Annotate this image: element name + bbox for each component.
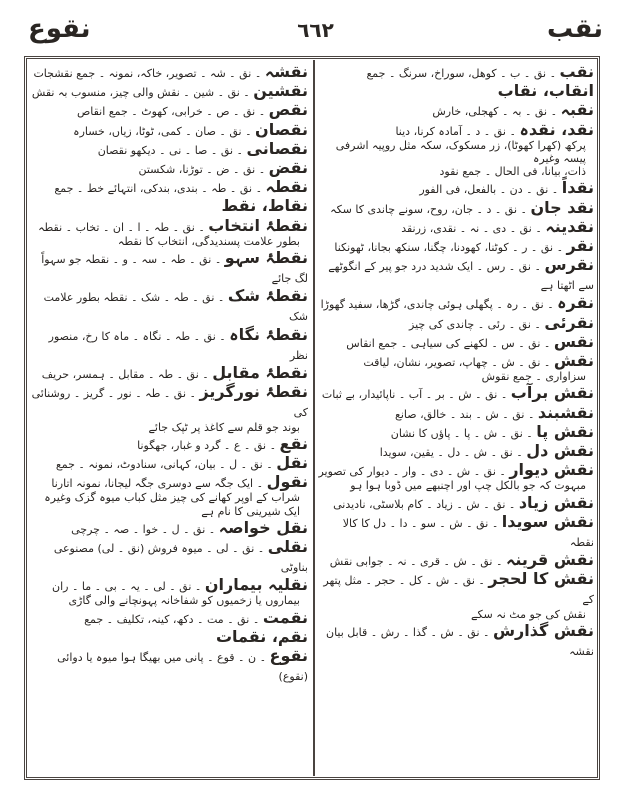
left-column <box>30 62 308 774</box>
entry-headword: نقرئی <box>544 312 594 332</box>
entry-definition: شراب کے اوپر کھانے کی چیز مثل کباب میوہ گزک وغیرہ <box>44 491 300 505</box>
entry-definition: بطور علامت پسندیدگی، انتخاب کا نقطہ <box>117 234 300 248</box>
entry-definition: بوند جو قلم سے کاغذ پر ٹپک جائے <box>148 420 300 434</box>
entry-headword: نقش برآب <box>510 383 594 403</box>
dictionary-entry <box>30 325 308 363</box>
dictionary-entry <box>30 472 308 491</box>
entry-definition: ۔ نق ۔ طہ ۔ نور ۔ گریز ۔ روشنائی کی <box>31 387 308 420</box>
entry-definition: ۔ نق ۔ رہ ۔ پگھلی ہوئی چاندی، گڑھا، سفید گھوڑا <box>320 298 558 312</box>
entry-headword: نقش سویدا <box>501 511 594 531</box>
entry-headword: نقش <box>553 351 594 370</box>
dictionary-entry <box>30 81 308 100</box>
dictionary-entry <box>30 421 308 434</box>
dictionary-entry <box>318 198 594 217</box>
entry-headword: نقش کا لحجر <box>488 569 594 589</box>
entry-definition: ۔ نق ۔ ش ۔ پا ۔ پاؤں کا نشان <box>390 426 537 440</box>
entry-definition: ۔ نق ۔ دن ۔ بالفعل، فی الفور <box>419 183 562 197</box>
dictionary-entry <box>318 255 594 293</box>
running-head <box>28 12 603 52</box>
dictionary-entry <box>318 313 594 332</box>
dictionary-entry <box>318 608 594 621</box>
entry-definition: ۔ نق ۔ طہ ۔ سہ ۔ و ۔ نقطہ جو سہواً لگ جائے <box>41 252 308 286</box>
entry-headword: نقب <box>559 62 594 81</box>
dictionary-entry <box>318 351 594 370</box>
dictionary-entry <box>30 646 308 684</box>
entry-definition: ۔ ایک جگہ سے دوسری جگہ لیجانا، نمونہ اتارنا <box>51 477 267 491</box>
entry-definition: ۔ نق ۔ ش ۔ کل ۔ حجر ۔ مثل پتھر کے <box>323 574 594 607</box>
entry-headword: نقطۂ انتخاب <box>208 215 308 235</box>
dictionary-entry <box>318 236 594 255</box>
dictionary-entry <box>30 196 308 215</box>
entry-definition: ۔ نق ۔ د ۔ جان، روح، سونے چاندی کا سکہ <box>330 202 531 216</box>
dictionary-entry <box>30 608 308 627</box>
dictionary-entry <box>30 434 308 453</box>
entry-definition: ۔ نق ۔ د ۔ آمادہ کرنا، دینا <box>395 124 520 138</box>
entry-headword: نقطۂ مقابل <box>212 363 308 382</box>
dictionary-entry <box>318 422 594 441</box>
entry-definition: ۔ نق ۔ ش ۔ دل ۔ یقین، سویدا <box>379 445 527 459</box>
dictionary-entry <box>30 505 308 518</box>
dictionary-entry <box>318 550 594 569</box>
entry-headword: نقل <box>276 452 308 472</box>
dictionary-entry <box>318 100 594 119</box>
dictionary-entry <box>318 493 594 512</box>
entry-definition: ۔ نق ۔ شہ ۔ تصویر، خاکہ، نمونہ ۔ جمع نقشجات <box>33 67 265 80</box>
dictionary-entry <box>30 286 308 324</box>
dictionary-entry <box>318 62 594 81</box>
dictionary-entry <box>318 332 594 351</box>
dictionary-entry <box>318 569 594 607</box>
column-divider <box>313 60 315 776</box>
entry-headword: نقد، نقدہ <box>519 119 594 139</box>
entry-headword: انقاب، نقاب <box>497 81 594 101</box>
entry-definition: ۔ نق ۔ ض ۔ توڑنا، شکستن <box>138 162 269 176</box>
entry-headword: نقش دیوار <box>509 460 594 480</box>
dictionary-entry <box>318 512 594 550</box>
entry-headword: نقشین <box>253 81 308 101</box>
entry-headword: نقرس <box>544 255 594 275</box>
dictionary-entry <box>318 479 594 492</box>
dictionary-entry <box>318 370 594 383</box>
entry-definition: ۔ نق ۔ ر ۔ کوٹنا، کھودنا، چگنا، سنکھ بجانا، ٹھونکنا <box>334 240 567 254</box>
dictionary-entry <box>30 216 308 235</box>
dictionary-entry <box>30 518 308 537</box>
entry-headword: نقلی <box>267 536 308 556</box>
dictionary-entry <box>30 575 308 594</box>
dictionary-entry <box>30 453 308 472</box>
entry-headword: نقم، نقمات <box>215 626 308 646</box>
dictionary-entry <box>30 248 308 286</box>
entry-definition: ۔ نق ۔ شین ۔ نقش والی چیز، منسوب بہ نقش <box>31 86 254 100</box>
dictionary-entry <box>30 491 308 504</box>
dictionary-entry <box>30 382 308 420</box>
dictionary-entry <box>30 100 308 119</box>
entry-headword: نقض <box>268 157 308 177</box>
page-number: ٦٦٢ <box>297 18 334 42</box>
dictionary-entry <box>318 139 594 165</box>
entry-headword: نقرہ <box>557 293 594 313</box>
dictionary-entry <box>318 460 594 479</box>
entry-headword: نقش قرینہ <box>505 550 594 570</box>
entry-headword: نقمت <box>262 607 308 627</box>
entry-definition: ۔ نق ۔ س ۔ لکھنے کی سیاہی ۔ جمع انقاس <box>346 336 554 350</box>
entry-headword: نقوع <box>269 646 308 665</box>
entry-definition: ۔ نق ۔ ش ۔ بند ۔ خالق، صانع <box>394 407 538 421</box>
entry-headword: نقش گذارش <box>492 620 594 640</box>
entry-headword: نقش پا <box>536 421 594 441</box>
entry-definition: ۔ نق ۔ ش ۔ بر ۔ آب ۔ ناپائیدار، بے ثبات <box>321 388 511 402</box>
entry-headword: نقشہ <box>264 62 308 81</box>
entry-definition: ۔ نق ۔ طہ ۔ شک ۔ نقطہ بطور علامت شک <box>43 291 308 324</box>
dictionary-entry <box>30 627 308 646</box>
entry-definition: ۔ نق ۔ رئی ۔ چاندی کی چیز <box>409 317 545 331</box>
entry-definition: ۔ نق ۔ طہ ۔ ا ۔ ان ۔ تخاب ۔ نقطہ <box>38 220 209 234</box>
entry-definition: ۔ نق ۔ لی ۔ میوہ فروش (نق ۔ لی) مصنوعی بناوٹی <box>53 541 308 575</box>
dictionary-entry <box>318 621 594 659</box>
entry-headword: نقشبند <box>537 402 594 422</box>
right-column <box>318 62 594 774</box>
dictionary-entry <box>318 383 594 402</box>
entry-headword: نقد جان <box>530 197 594 217</box>
dictionary-entry <box>318 178 594 197</box>
entry-headword: نقطۂ نگاہ <box>229 324 308 344</box>
entry-definition: ۔ نق ۔ ش ۔ زیاد ۔ کام بلاسٹی، نادیدنی <box>333 497 519 511</box>
right-guide-word: نقب <box>547 14 603 44</box>
entry-headword: نقش دل <box>526 440 594 460</box>
entry-definition: مبہوت کہ جو بالکل چپ اور اچنبھے میں ڈوبا ہوا ہو <box>350 479 586 493</box>
dictionary-entry <box>318 217 594 236</box>
entry-headword: نقس <box>553 331 594 351</box>
entry-definition: ۔ نق ۔ ش ۔ قری ۔ نہ ۔ جوابی نقش <box>329 555 506 569</box>
entry-headword: نقل خواصہ <box>218 517 308 537</box>
dictionary-entry <box>318 81 594 100</box>
entry-definition: ۔ نق ۔ مت ۔ دکھ، کینہ، تکلیف ۔ جمع <box>84 612 263 626</box>
left-guide-word: نقوع <box>28 14 91 44</box>
dictionary-entry <box>318 165 594 178</box>
entry-headword: نقلیہ بیماران <box>204 575 308 595</box>
dictionary-entry <box>318 293 594 312</box>
entry-definition: ایک شیرینی کا نام ہے <box>201 504 300 518</box>
entry-definition: ۔ نق ۔ دی ۔ نہ ۔ نقدی، زرنقد <box>401 221 546 235</box>
entry-definition: ۔ نق ۔ صا ۔ نی ۔ دیکھو نقصان <box>97 143 247 157</box>
entry-definition: سزاواری ۔ جمع نقوش <box>481 370 586 384</box>
entry-headword: نقطۂ سہو <box>224 247 308 267</box>
entry-definition: پرکھ (کھرا کھوٹا)، زر مسکوک، سکہ مثل روپیہ اشرفی پیسہ وغیرہ <box>335 138 586 165</box>
entry-definition: ۔ نق ۔ طہ ۔ مقابل ۔ ہمسر، حریف <box>41 368 213 381</box>
dictionary-entry <box>30 363 308 382</box>
entry-definition: بیماروں یا زخمیوں کو شفاخانہ پہونچانے والی گاڑی <box>68 594 300 608</box>
entry-definition: ذات، بیانا، فی الحال ۔ جمع نقود <box>439 165 586 179</box>
entry-definition: ۔ نق ۔ صان ۔ کمی، ٹوٹا، زیاں، خسارہ <box>73 124 256 138</box>
entry-headword: نقول <box>266 472 308 492</box>
dictionary-entry <box>318 441 594 460</box>
entry-headword: نقاط، نقط <box>221 196 308 216</box>
entry-definition: ۔ نق ۔ ص ۔ خرابی، کھوٹ ۔ جمع انقاص <box>76 105 269 119</box>
entry-headword: نقع <box>279 433 308 453</box>
entry-headword: نقش زیاد <box>518 492 594 512</box>
dictionary-entry <box>30 537 308 575</box>
dictionary-entry <box>30 235 308 248</box>
entry-headword: نقص <box>268 100 308 120</box>
entry-definition: ۔ نق ۔ لی ۔ یہ ۔ بی ۔ ما ۔ ران <box>52 580 205 594</box>
entry-definition: ۔ نق ۔ ل ۔ خوا ۔ صہ ۔ چرچی <box>71 522 219 536</box>
dictionary-entry <box>318 120 594 139</box>
entry-definition: ۔ نق ۔ بہ ۔ کھجلی، خارش <box>432 105 561 119</box>
entry-headword: نقصان <box>255 119 308 139</box>
dictionary-entry <box>30 139 308 158</box>
dictionary-entry <box>30 62 308 81</box>
entry-headword: نقداً <box>561 178 594 198</box>
entry-definition: ۔ نق ۔ طہ ۔ بندی، بندکی، انتہائے خط ۔ جمع <box>54 182 266 196</box>
entry-definition: نقش کی جو مٹ نہ سکے <box>471 607 586 621</box>
entry-definition: ۔ نق ۔ ب ۔ کوھل، سوراخ، سرنگ ۔ جمع <box>366 67 560 80</box>
entry-headword: نقطہ <box>265 177 308 197</box>
dictionary-entry <box>30 158 308 177</box>
entry-definition: ۔ نق ۔ ش ۔ سو ۔ دا ۔ دل کا کالا نقطہ <box>342 516 594 549</box>
entry-headword: نقبہ <box>560 100 594 120</box>
dictionary-entry <box>30 594 308 607</box>
entry-definition: ۔ نق ۔ ع ۔ گرد و غبار، جھگونا <box>137 438 280 452</box>
entry-headword: نقصانی <box>246 138 308 158</box>
entry-definition: ۔ نق ۔ ش ۔ دی ۔ وار ۔ دیوار کی تصویر <box>318 465 510 479</box>
entry-headword: نقطۂ شک <box>227 286 308 306</box>
entry-definition: ۔ نق ۔ ش ۔ گذا ۔ رش ۔ قابل بیان نقشہ <box>325 625 594 658</box>
entry-headword: نقدینہ <box>545 216 594 236</box>
entry-headword: نقر <box>566 235 594 255</box>
entry-definition: ۔ نق ۔ ل ۔ بیان، کہانی، سنادوٹ، نمونہ ۔ جمع <box>55 457 277 471</box>
dictionary-entry <box>30 120 308 139</box>
dictionary-entry <box>318 403 594 422</box>
entry-definition: ۔ نق ۔ ش ۔ چھاپ، تصویر، نشان، لیاقت <box>363 356 554 369</box>
entry-definition: ۔ نق ۔ رس ۔ ایک شدید درد جو پیر کے انگوٹھے سے اٹھتا ہے <box>328 260 594 293</box>
entry-headword: نقطۂ نورگریز <box>199 382 308 402</box>
entry-definition: ۔ ن ۔ قوع ۔ پانی میں بھیگا ہوا میوہ یا دوائی (نقوع) <box>57 651 308 684</box>
dictionary-entry <box>30 177 308 196</box>
entry-definition: ۔ نق ۔ طہ ۔ نگاہ ۔ ماہ کا رخ، منصور نظر <box>48 329 308 362</box>
